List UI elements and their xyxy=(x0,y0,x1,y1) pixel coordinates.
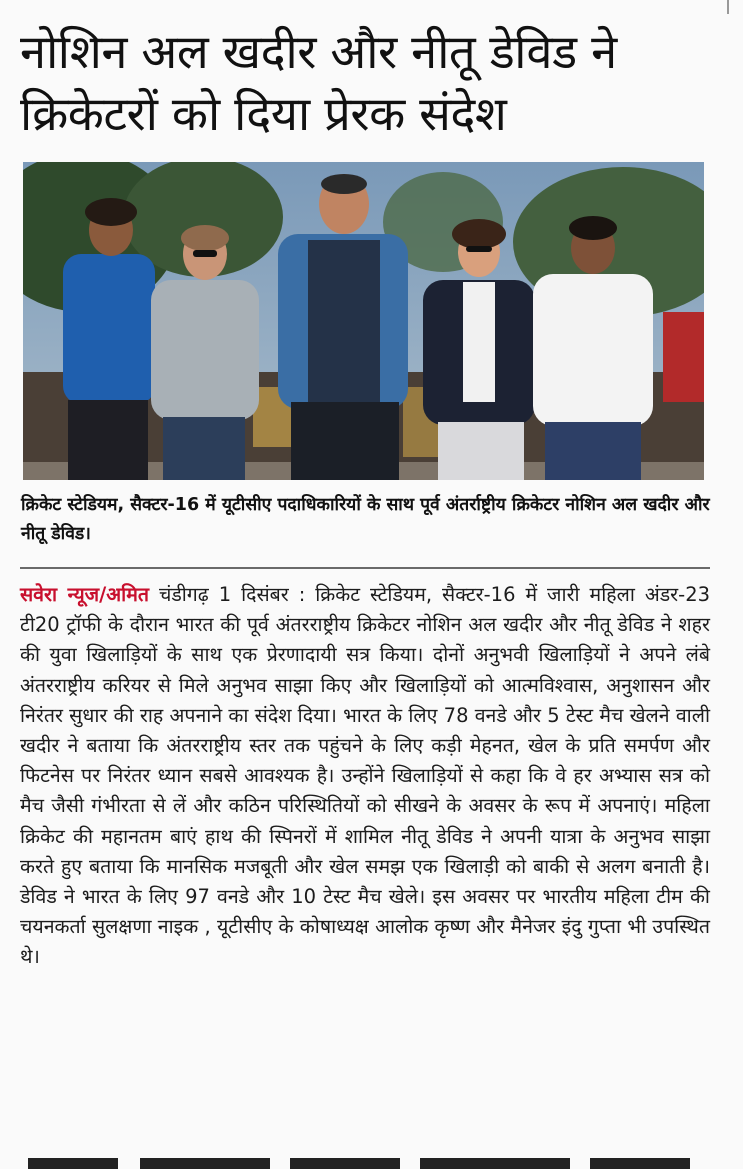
photo-caption: क्रिकेट स्टेडियम, सैक्टर-16 में यूटीसीए पदाधिकारियों के साथ पूर्व अंतर्राष्ट्रीय क्रिकेटर नोशिन अल खदीर और नीतू डेविड। xyxy=(21,495,710,544)
photo-group-of-five xyxy=(23,162,704,480)
headline-line-1: नोशिन अल खदीर और नीतू डेविड ने xyxy=(20,25,617,80)
byline: सवेरा न्यूज/अमित xyxy=(20,583,149,606)
page-edge-mark xyxy=(727,0,729,14)
next-headline-cut xyxy=(20,1150,710,1169)
article-body-text: चंडीगढ़ 1 दिसंबर : क्रिकेट स्टेडियम, सैक्टर-16 में जारी महिला अंडर-23 टी20 ट्रॉफी के दौरान भारत की पूर्व अंतरराष्ट्रीय क्रिकेटर नोशिन अल खदीर और नीतू डेविड ने शहर की युवा खिलाड़ियों के साथ एक प्रेरणादायी सत्र किया। दोनों अनुभवी खिलाड़ियों ने अपने लंबे अंतरराष्ट्रीय करियर से मिले अनुभव साझा किए और खिलाड़ियों को आत्मविश्वास, अनुशासन और निरंतर सुधार की राह अपनाने का संदेश दिया। भारत के लिए 78 वनडे और 5 टेस्ट मैच खेलने वाली खदीर ने बताया कि अंतरराष्ट्रीय स्तर तक पहुंचने के लिए कड़ी मेहनत, खेल के प्रति समर्पण और फिटनेस पर निरंतर ध्यान सबसे आवश्यक है। उन्होंने खिलाड़ियों से कहा कि वे हर अभ्यास सत्र को मैच जैसी गंभीरता से लें और कठिन परिस्थितियों को सीखने के अवसर के रूप में अपनाएं। महिला क्रिकेट की महानतम बाएं हाथ की स्पिनरों में शामिल नीतू डेविड ने अपनी यात्रा के अनुभव साझा करते हुए बताया कि मानसिक मजबूती और खेल समझ एक खिलाड़ी को बाकी से अलग बनाती है। डेविड ने भारत के लिए 97 वनडे और 10 टेस्ट मैच खेले। इस अवसर पर भारतीय महिला टीम की चयनकर्ता सुलक्षणा नाइक , यूटीसीए के कोषाध्यक्ष आलोक कृष्ण और मैनेजर इंदु गुप्ता भी उपस्थित थे। xyxy=(20,583,711,969)
headline-line-2: क्रिकेटरों को दिया प्रेरक संदेश xyxy=(20,87,507,142)
caption-divider xyxy=(20,567,710,569)
headline xyxy=(20,22,720,146)
news-photo xyxy=(23,162,704,480)
article-body xyxy=(20,580,710,973)
